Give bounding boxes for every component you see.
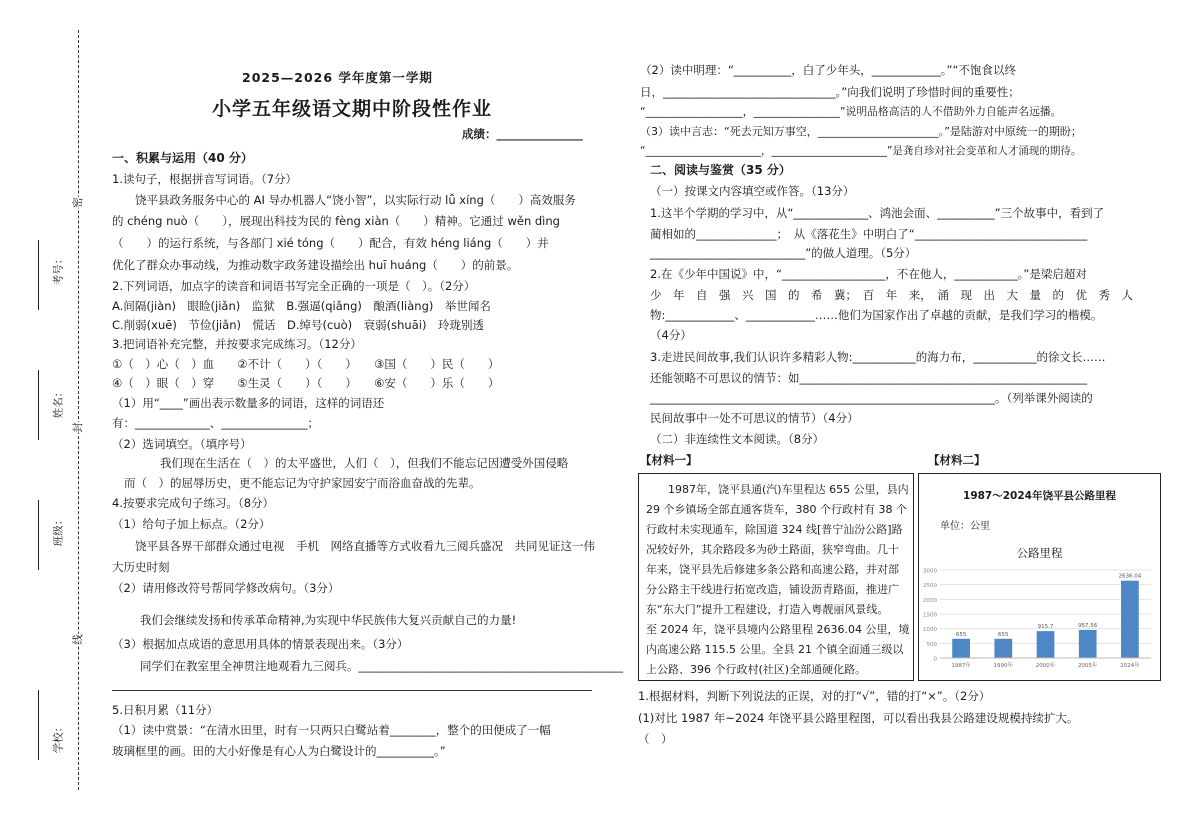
question-2-options-cd: C.削弱(xuē) 节俭(jiǎn) 慌话 D.绰号(cuò) 衰弱(shuāi) 玲珑别透 <box>112 318 484 332</box>
material-1-line: 29 个乡镇场全部直通客货车，380 个行政村有 38 个 <box>646 503 907 516</box>
section-1-heading: 一、积累与运用（40 分） <box>112 151 253 165</box>
bar <box>1079 630 1097 658</box>
question-1-line-a: 饶平县政务服务中心的 AI 导办机器人“饶小智”，以实际行动 lǚ xíng（ ）高效服务 <box>135 193 576 207</box>
question-5-part-3-b: “______________________，______________________”是龚自珍对社会变革和人才涌现的期待。 <box>640 145 1082 157</box>
chart-unit: 单位：公里 <box>940 521 990 532</box>
reading-question-3-d: 民间故事中一处不可思议的情节）（4分） <box>650 411 859 425</box>
y-tick-label: 1000 <box>923 627 937 634</box>
seal-mi: 密 <box>71 197 84 208</box>
reading-question-1-b: 蔺相如的______________； 从《落花生》中明白了“______________________________ <box>650 227 1088 241</box>
reading-question-2-points: （4分） <box>650 328 692 342</box>
reading-question-3-c: ____________________________________________________________。（列举课外阅读的 <box>650 391 1093 405</box>
question-3-part-1-blanks: 有：_____________、_______________； <box>112 416 319 430</box>
seal-xian: 线 <box>71 634 84 645</box>
x-tick-label: 2024年 <box>1120 663 1140 669</box>
question-5-part-2-c: “__________________，________________”说明品格高洁的人不借助外力自能声名远播。 <box>640 105 1062 118</box>
judgment-statement-1: (1)对比 1987 年~2024 年饶平县公路里程图，可以看出我县公路建设规模持续扩大。 <box>638 711 1079 725</box>
chart-title: 1987～2024年饶平县公路里程 <box>963 490 1116 502</box>
chart-subtitle: 公路里程 <box>1016 546 1063 560</box>
question-1: 1.读句子，根据拼音写词语。（7分） <box>112 172 298 186</box>
section-2-heading: 二、阅读与鉴赏（35 分） <box>650 163 791 177</box>
reading-question-1-c: ___________________________”的做人道理。（5分） <box>650 246 917 260</box>
x-tick-label: 1987年 <box>951 663 971 669</box>
score-field[interactable]: 成绩：_______________ <box>462 127 583 141</box>
reading-question-2-a: 2.在《少年中国说》中，“__________________，不在他人，___________。”是梁启超对 <box>650 267 1087 281</box>
y-tick-label: 2500 <box>923 583 937 590</box>
material-1-line: 分公路主干线进行拓宽改造，铺设沥青路面，推进广 <box>646 583 899 596</box>
material-1-label: 【材料一】 <box>640 453 698 467</box>
binding-dashed-line <box>78 30 79 790</box>
y-tick-label: 2000 <box>923 597 937 604</box>
class-label: 班级： <box>52 514 65 547</box>
question-4-part-2: （2）请用修改符号帮同学修改病句。（3分） <box>112 581 340 595</box>
reading-question-1-a: 1.这半个学期的学习中，从“_____________、鸿池会面、__________”三个故事中，看到了 <box>650 206 1105 220</box>
bar-value-label: 2636.04 <box>1118 573 1142 580</box>
question-3-row-2: ④（ ）眼（ ）穿 ⑤生灵（ ）（ ） ⑥安（ ）乐（ ） <box>112 376 500 390</box>
bar-value-label: 655 <box>955 631 967 638</box>
question-3-part-2-text-b: 而（ ）的屈辱历史，更不能忘记为守护家园安宁而浴血奋战的先辈。 <box>124 476 481 490</box>
name-label: 姓名： <box>52 386 65 419</box>
question-1-line-d: 优化了群众办事动线，为推动数字政务建设描绘出 huī huáng（ ）的前景。 <box>112 258 519 272</box>
material-1-line: 上公路、396 个行政村(社区)全部通硬化路。 <box>646 663 867 676</box>
exam-number-label: 考号： <box>52 253 65 286</box>
material-1-line: 东“东大门”提升工程建设，打造入粤靓丽风景线。 <box>646 603 889 616</box>
divider-line <box>112 690 592 691</box>
question-5-part-1-a: （1）读中赏景：“在清水田里，时有一只两只白鹭站着________，整个的田便成了一幅 <box>112 723 551 737</box>
question-1-line-b: 的 chéng nuò（ ），展现出科技为民的 fèng xiàn（ ）精神。它通过 wěn dìng <box>112 214 560 228</box>
question-5-part-3-a: （3）读中言志：“死去元知万事空，______________________。”是陆游对中原统一的期盼； <box>640 125 1082 138</box>
question-2-options-ab: A.间隔(jiàn) 眼睑(jiǎn) 监狱 B.强逼(qiǎng) 酿酒(liàng) 举世闻名 <box>112 299 491 313</box>
material-1-line: 1987年，饶平县通(汽)车里程达 655 公里，县内 <box>646 483 909 496</box>
x-tick-label: 1990年 <box>993 663 1014 669</box>
y-tick-label: 3000 <box>923 568 937 575</box>
question-3-part-2: （2）选词填空。（填序号） <box>112 437 252 451</box>
y-tick-label: 0 <box>933 656 937 663</box>
question-4-part-2-sentence: 我们会继续发扬和传承革命精神,为实现中华民族伟大复兴贡献自己的力量! <box>140 613 517 627</box>
question-5-part-2-a: （2）读中明理：“__________，白了少年头，____________。”“不饱食以终 <box>640 63 1016 77</box>
question-4: 4.按要求完成句子练习。（8分） <box>112 496 275 510</box>
judgment-instruction: 1.根据材料，判断下列说法的正误，对的打“√”，错的打“×”。（2分） <box>638 689 991 703</box>
section-2-part-2: （二）非连续性文本阅读。（8分） <box>650 432 825 446</box>
reading-question-3-a: 3.走进民间故事,我们认识许多精彩人物:___________的海力布，___________的徐文长…… <box>650 350 1106 364</box>
question-3: 3.把词语补充完整，并按要求完成练习。（12分） <box>112 337 362 351</box>
question-5: 5.日积月累（11分） <box>112 703 219 717</box>
bar <box>1121 581 1139 658</box>
school-label: 学校： <box>52 721 65 754</box>
school-year: 2025—2026 学年度第一学期 <box>242 70 433 85</box>
class-blank[interactable] <box>38 500 39 570</box>
material-1-line: 行政村未实现通车，除国道 324 线[普宁汕汾公路]路 <box>646 523 903 536</box>
question-4-part-1-text-a: 饶平县各界干部群众通过电视 手机 网络直播等方式收看九三阅兵盛况 共同见证这一伟 <box>135 539 595 553</box>
material-1-line: 年来，饶平县先后修建多条公路和高速公路，并对部 <box>646 563 899 576</box>
material-1-line: 内高速公路 115.5 公里。全县 21 个镇全面通三级以 <box>646 643 904 656</box>
question-3-row-1: ①（ ）心（ ）血 ②不计（ ）（ ） ③国（ ）民（ ） <box>112 357 500 371</box>
question-4-part-1-text-b: 大历史时刻 <box>112 560 170 574</box>
question-3-part-1: （1）用“____”画出表示数量多的词语，这样的词语还 <box>112 396 385 410</box>
bar-value-label: 957.56 <box>1078 622 1098 629</box>
bar <box>952 639 970 658</box>
bar <box>1037 631 1055 658</box>
judgment-answer-blank[interactable]: （ ） <box>638 732 673 746</box>
bar-value-label: 655 <box>998 631 1009 638</box>
exam-number-blank[interactable] <box>38 240 39 310</box>
y-tick-label: 500 <box>926 641 937 648</box>
question-4-part-3: （3）根据加点成语的意思用具体的情景表现出来。（3分） <box>112 637 409 651</box>
page-title: 小学五年级语文期中阶段性作业 <box>212 98 493 120</box>
reading-question-3-b: 还能领略不可思议的情节：如__________________________________________________ <box>650 371 1087 385</box>
question-3-part-2-text-a: 我们现在生活在（ ）的太平盛世，人们（ ），但我们不能忘记因遭受外国侵略 <box>160 456 569 470</box>
y-tick-label: 1500 <box>923 612 937 619</box>
road-mileage-bar-chart <box>918 473 1161 681</box>
section-2-part-1: （一）按课文内容填空或作答。（13分） <box>650 184 855 198</box>
school-blank[interactable] <box>38 690 39 760</box>
material-1-line: 况较好外，其余路段多为砂土路面，狭窄弯曲。几十 <box>646 543 899 556</box>
question-2: 2.下列词语，加点字的读音和词语书写完全正确的一项是（ ）。（2分） <box>112 279 476 293</box>
reading-question-2-b: 少 年 自 强 兴 国 的 希 冀； 百 年 来， 涌 现 出 大 量 的 优 秀 人 <box>650 288 1133 302</box>
bar <box>994 639 1012 658</box>
material-2-label: 【材料二】 <box>928 453 986 467</box>
question-1-line-c: （ ）的运行系统，与各部门 xié tóng（ ）配合，有效 héng liáng（ ）并 <box>112 236 549 250</box>
question-4-part-3-sentence: 同学们在教室里全神贯注地观看九三阅兵。______________________________________________ <box>140 659 623 673</box>
material-1-line: 至 2024 年，饶平县境内公路里程 2636.04 公里，境 <box>646 623 910 636</box>
question-5-part-2-b: 日，______________________________。”向我们说明了珍惜时间的重要性； <box>640 85 1020 99</box>
reading-question-2-c: 物:____________、____________……他们为国家作出了卓越的贡献，是我们学习的楷模。 <box>650 308 1103 322</box>
seal-feng: 封 <box>71 422 84 433</box>
question-5-part-1-b: 玻璃框里的画。田的大小好像是有心人为白鹭设计的__________。” <box>112 744 446 758</box>
bar-value-label: 915.7 <box>1037 624 1054 631</box>
x-tick-label: 2000年 <box>1035 663 1056 669</box>
question-4-part-1: （1）给句子加上标点。（2分） <box>112 517 271 531</box>
x-tick-label: 2005年 <box>1077 663 1098 669</box>
name-blank[interactable] <box>38 370 39 440</box>
